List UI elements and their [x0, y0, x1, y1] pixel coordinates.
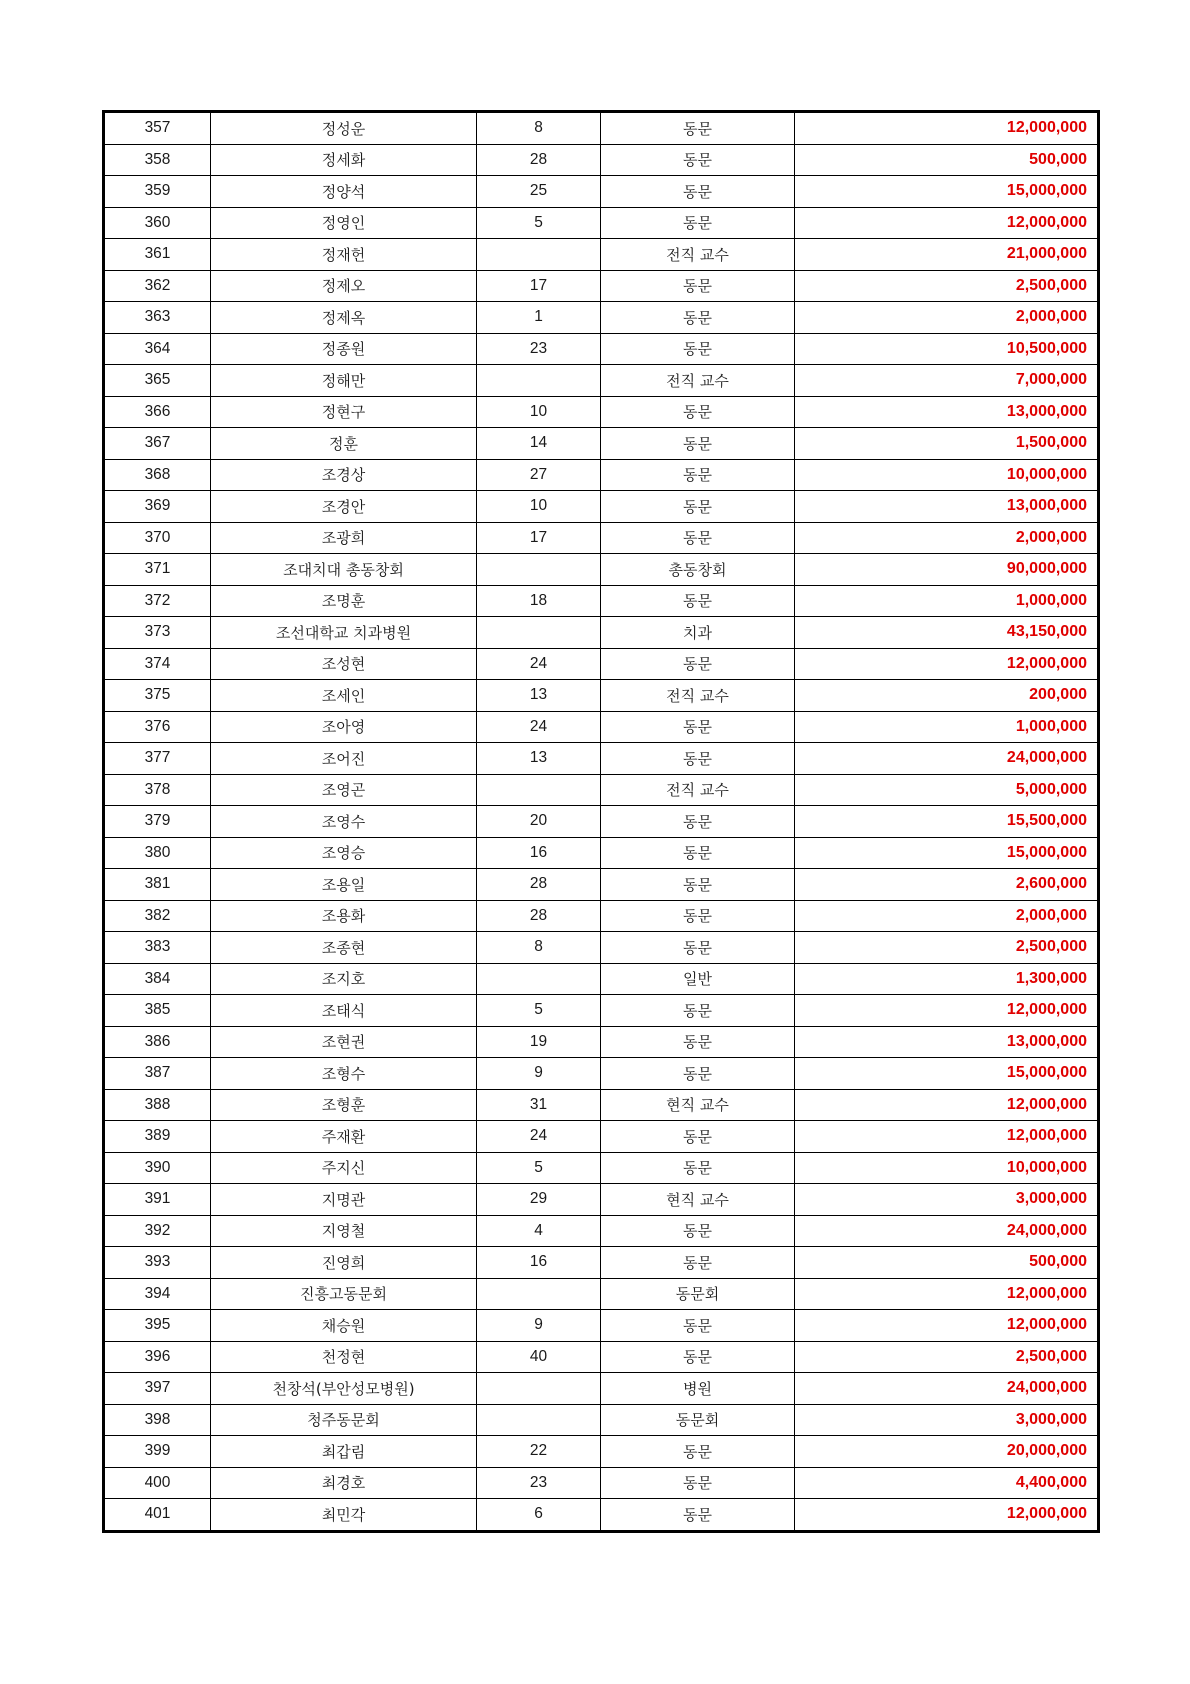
row-number-cell: 395	[104, 1310, 211, 1342]
generation-cell	[477, 1404, 601, 1436]
table-row	[104, 428, 1099, 460]
generation-cell: 40	[477, 1341, 601, 1373]
table-row	[104, 806, 1099, 838]
table-row	[104, 302, 1099, 334]
category-cell: 동문	[601, 932, 795, 964]
donor-name-cell: 진영희	[211, 1247, 477, 1279]
donation-amount-cell: 3,000,000	[795, 1404, 1099, 1436]
row-number-cell: 385	[104, 995, 211, 1027]
donor-name-cell: 천정현	[211, 1341, 477, 1373]
donor-table	[102, 110, 1100, 1533]
table-row	[104, 1184, 1099, 1216]
donor-name-cell: 천창석(부안성모병원)	[211, 1373, 477, 1405]
donation-amount-cell: 1,300,000	[795, 963, 1099, 995]
row-number-cell: 377	[104, 743, 211, 775]
category-cell: 동문	[601, 585, 795, 617]
row-number-cell: 388	[104, 1089, 211, 1121]
category-cell: 동문	[601, 1436, 795, 1468]
donor-table-body	[104, 112, 1099, 1532]
category-cell: 동문	[601, 711, 795, 743]
table-row	[104, 270, 1099, 302]
category-cell: 동문	[601, 491, 795, 523]
category-cell: 동문	[601, 522, 795, 554]
donation-amount-cell: 200,000	[795, 680, 1099, 712]
table-row	[104, 648, 1099, 680]
donor-name-cell: 정성운	[211, 112, 477, 145]
generation-cell: 1	[477, 302, 601, 334]
table-row	[104, 1121, 1099, 1153]
table-row	[104, 333, 1099, 365]
table-row	[104, 112, 1099, 145]
row-number-cell: 383	[104, 932, 211, 964]
generation-cell	[477, 1278, 601, 1310]
generation-cell: 16	[477, 837, 601, 869]
donor-name-cell: 조영승	[211, 837, 477, 869]
table-row	[104, 396, 1099, 428]
generation-cell: 13	[477, 743, 601, 775]
row-number-cell: 381	[104, 869, 211, 901]
row-number-cell: 396	[104, 1341, 211, 1373]
category-cell: 동문	[601, 1310, 795, 1342]
table-row	[104, 1341, 1099, 1373]
donation-amount-cell: 20,000,000	[795, 1436, 1099, 1468]
category-cell: 동문	[601, 1467, 795, 1499]
category-cell: 동문	[601, 207, 795, 239]
generation-cell: 28	[477, 144, 601, 176]
generation-cell: 22	[477, 1436, 601, 1468]
donation-amount-cell: 7,000,000	[795, 365, 1099, 397]
donor-name-cell: 조아영	[211, 711, 477, 743]
category-cell: 동문	[601, 837, 795, 869]
table-row	[104, 774, 1099, 806]
category-cell: 동문	[601, 1341, 795, 1373]
generation-cell: 5	[477, 1152, 601, 1184]
donation-amount-cell: 15,500,000	[795, 806, 1099, 838]
row-number-cell: 382	[104, 900, 211, 932]
row-number-cell: 393	[104, 1247, 211, 1279]
generation-cell	[477, 554, 601, 586]
table-row	[104, 144, 1099, 176]
donation-amount-cell: 5,000,000	[795, 774, 1099, 806]
category-cell: 전직 교수	[601, 365, 795, 397]
table-row	[104, 1026, 1099, 1058]
generation-cell	[477, 239, 601, 271]
generation-cell	[477, 963, 601, 995]
category-cell: 현직 교수	[601, 1184, 795, 1216]
table-row	[104, 711, 1099, 743]
row-number-cell: 375	[104, 680, 211, 712]
table-row	[104, 617, 1099, 649]
category-cell: 동문회	[601, 1278, 795, 1310]
donor-name-cell: 조종현	[211, 932, 477, 964]
donor-name-cell: 지명관	[211, 1184, 477, 1216]
table-row	[104, 1404, 1099, 1436]
table-row	[104, 365, 1099, 397]
category-cell: 동문	[601, 806, 795, 838]
table-row	[104, 1089, 1099, 1121]
donation-amount-cell: 500,000	[795, 144, 1099, 176]
donor-name-cell: 조광희	[211, 522, 477, 554]
donor-name-cell: 채승원	[211, 1310, 477, 1342]
donor-name-cell: 조현권	[211, 1026, 477, 1058]
row-number-cell: 372	[104, 585, 211, 617]
generation-cell: 9	[477, 1310, 601, 1342]
row-number-cell: 390	[104, 1152, 211, 1184]
category-cell: 병원	[601, 1373, 795, 1405]
donor-name-cell: 최민각	[211, 1499, 477, 1532]
category-cell: 동문	[601, 869, 795, 901]
category-cell: 동문	[601, 1026, 795, 1058]
donor-name-cell: 정제옥	[211, 302, 477, 334]
table-row	[104, 1310, 1099, 1342]
donation-amount-cell: 10,000,000	[795, 459, 1099, 491]
donation-amount-cell: 2,500,000	[795, 270, 1099, 302]
generation-cell: 10	[477, 491, 601, 523]
generation-cell: 17	[477, 270, 601, 302]
category-cell: 동문	[601, 1152, 795, 1184]
table-row	[104, 1247, 1099, 1279]
generation-cell: 8	[477, 932, 601, 964]
donation-amount-cell: 12,000,000	[795, 1499, 1099, 1532]
category-cell: 동문	[601, 995, 795, 1027]
row-number-cell: 374	[104, 648, 211, 680]
donor-name-cell: 정세화	[211, 144, 477, 176]
generation-cell: 24	[477, 1121, 601, 1153]
category-cell: 동문	[601, 302, 795, 334]
category-cell: 동문	[601, 743, 795, 775]
donor-name-cell: 조어진	[211, 743, 477, 775]
category-cell: 동문	[601, 112, 795, 145]
donation-amount-cell: 10,000,000	[795, 1152, 1099, 1184]
donation-amount-cell: 24,000,000	[795, 1215, 1099, 1247]
donor-name-cell: 정훈	[211, 428, 477, 460]
table-row	[104, 459, 1099, 491]
generation-cell	[477, 1373, 601, 1405]
donor-name-cell: 조용일	[211, 869, 477, 901]
donation-amount-cell: 21,000,000	[795, 239, 1099, 271]
generation-cell: 9	[477, 1058, 601, 1090]
generation-cell: 10	[477, 396, 601, 428]
donor-name-cell: 조태식	[211, 995, 477, 1027]
donor-name-cell: 조영곤	[211, 774, 477, 806]
category-cell: 동문	[601, 333, 795, 365]
generation-cell: 4	[477, 1215, 601, 1247]
generation-cell: 31	[477, 1089, 601, 1121]
donation-amount-cell: 1,000,000	[795, 585, 1099, 617]
donor-name-cell: 조명훈	[211, 585, 477, 617]
row-number-cell: 358	[104, 144, 211, 176]
donor-name-cell: 조경상	[211, 459, 477, 491]
generation-cell: 24	[477, 711, 601, 743]
table-row	[104, 680, 1099, 712]
table-row	[104, 932, 1099, 964]
donor-name-cell: 청주동문회	[211, 1404, 477, 1436]
donation-amount-cell: 2,000,000	[795, 302, 1099, 334]
generation-cell: 29	[477, 1184, 601, 1216]
donor-name-cell: 주지신	[211, 1152, 477, 1184]
row-number-cell: 401	[104, 1499, 211, 1532]
row-number-cell: 366	[104, 396, 211, 428]
category-cell: 동문	[601, 1499, 795, 1532]
donation-amount-cell: 13,000,000	[795, 396, 1099, 428]
category-cell: 전직 교수	[601, 239, 795, 271]
row-number-cell: 373	[104, 617, 211, 649]
row-number-cell: 400	[104, 1467, 211, 1499]
generation-cell: 20	[477, 806, 601, 838]
table-row	[104, 239, 1099, 271]
donation-amount-cell: 2,000,000	[795, 900, 1099, 932]
table-row	[104, 869, 1099, 901]
donor-name-cell: 조형훈	[211, 1089, 477, 1121]
category-cell: 동문	[601, 459, 795, 491]
donor-name-cell: 조경안	[211, 491, 477, 523]
donor-name-cell: 조선대학교 치과병원	[211, 617, 477, 649]
donor-name-cell: 정재헌	[211, 239, 477, 271]
donation-amount-cell: 12,000,000	[795, 1089, 1099, 1121]
donor-name-cell: 정현구	[211, 396, 477, 428]
row-number-cell: 378	[104, 774, 211, 806]
category-cell: 총동창회	[601, 554, 795, 586]
row-number-cell: 369	[104, 491, 211, 523]
donation-amount-cell: 24,000,000	[795, 743, 1099, 775]
table-row	[104, 1499, 1099, 1532]
category-cell: 동문	[601, 1247, 795, 1279]
generation-cell: 8	[477, 112, 601, 145]
generation-cell: 25	[477, 176, 601, 208]
donation-amount-cell: 24,000,000	[795, 1373, 1099, 1405]
donor-name-cell: 진흥고동문회	[211, 1278, 477, 1310]
donor-name-cell: 조세인	[211, 680, 477, 712]
donation-amount-cell: 13,000,000	[795, 1026, 1099, 1058]
donation-amount-cell: 12,000,000	[795, 1121, 1099, 1153]
generation-cell: 28	[477, 900, 601, 932]
category-cell: 동문	[601, 270, 795, 302]
table-row	[104, 207, 1099, 239]
table-row	[104, 743, 1099, 775]
generation-cell: 23	[477, 1467, 601, 1499]
row-number-cell: 365	[104, 365, 211, 397]
donor-name-cell: 최갑림	[211, 1436, 477, 1468]
row-number-cell: 370	[104, 522, 211, 554]
table-row	[104, 837, 1099, 869]
category-cell: 동문	[601, 428, 795, 460]
category-cell: 동문	[601, 648, 795, 680]
table-row	[104, 900, 1099, 932]
donation-amount-cell: 2,500,000	[795, 1341, 1099, 1373]
donation-amount-cell: 3,000,000	[795, 1184, 1099, 1216]
donation-amount-cell: 12,000,000	[795, 207, 1099, 239]
generation-cell: 18	[477, 585, 601, 617]
donation-amount-cell: 15,000,000	[795, 837, 1099, 869]
row-number-cell: 397	[104, 1373, 211, 1405]
row-number-cell: 357	[104, 112, 211, 145]
table-row	[104, 1058, 1099, 1090]
donor-name-cell: 조대치대 총동창회	[211, 554, 477, 586]
category-cell: 치과	[601, 617, 795, 649]
category-cell: 동문	[601, 144, 795, 176]
row-number-cell: 398	[104, 1404, 211, 1436]
category-cell: 동문	[601, 1215, 795, 1247]
donor-name-cell: 조영수	[211, 806, 477, 838]
generation-cell: 13	[477, 680, 601, 712]
generation-cell	[477, 365, 601, 397]
donor-name-cell: 정양석	[211, 176, 477, 208]
table-row	[104, 1373, 1099, 1405]
row-number-cell: 360	[104, 207, 211, 239]
row-number-cell: 380	[104, 837, 211, 869]
donation-amount-cell: 2,500,000	[795, 932, 1099, 964]
donor-name-cell: 조지호	[211, 963, 477, 995]
donation-amount-cell: 4,400,000	[795, 1467, 1099, 1499]
donor-name-cell: 정영인	[211, 207, 477, 239]
donation-amount-cell: 90,000,000	[795, 554, 1099, 586]
donation-amount-cell: 1,000,000	[795, 711, 1099, 743]
generation-cell: 19	[477, 1026, 601, 1058]
row-number-cell: 371	[104, 554, 211, 586]
row-number-cell: 394	[104, 1278, 211, 1310]
category-cell: 동문회	[601, 1404, 795, 1436]
donation-amount-cell: 12,000,000	[795, 1278, 1099, 1310]
table-row	[104, 554, 1099, 586]
table-row	[104, 522, 1099, 554]
donor-name-cell: 정종원	[211, 333, 477, 365]
generation-cell: 14	[477, 428, 601, 460]
category-cell: 현직 교수	[601, 1089, 795, 1121]
row-number-cell: 362	[104, 270, 211, 302]
donation-amount-cell: 2,600,000	[795, 869, 1099, 901]
table-row	[104, 1152, 1099, 1184]
row-number-cell: 384	[104, 963, 211, 995]
donation-amount-cell: 2,000,000	[795, 522, 1099, 554]
category-cell: 동문	[601, 396, 795, 428]
donor-name-cell: 최경호	[211, 1467, 477, 1499]
donor-name-cell: 정해만	[211, 365, 477, 397]
row-number-cell: 386	[104, 1026, 211, 1058]
donation-amount-cell: 12,000,000	[795, 1310, 1099, 1342]
row-number-cell: 368	[104, 459, 211, 491]
donor-name-cell: 정제오	[211, 270, 477, 302]
table-row	[104, 491, 1099, 523]
row-number-cell: 389	[104, 1121, 211, 1153]
category-cell: 동문	[601, 1121, 795, 1153]
donor-name-cell: 조형수	[211, 1058, 477, 1090]
category-cell: 전직 교수	[601, 680, 795, 712]
table-row	[104, 1436, 1099, 1468]
generation-cell: 23	[477, 333, 601, 365]
generation-cell: 17	[477, 522, 601, 554]
row-number-cell: 363	[104, 302, 211, 334]
generation-cell: 5	[477, 207, 601, 239]
donation-amount-cell: 12,000,000	[795, 995, 1099, 1027]
donor-name-cell: 조성현	[211, 648, 477, 680]
donor-name-cell: 지영철	[211, 1215, 477, 1247]
table-row	[104, 995, 1099, 1027]
table-row	[104, 1215, 1099, 1247]
generation-cell: 16	[477, 1247, 601, 1279]
donor-name-cell: 주재환	[211, 1121, 477, 1153]
table-row	[104, 1278, 1099, 1310]
generation-cell: 6	[477, 1499, 601, 1532]
category-cell: 동문	[601, 900, 795, 932]
generation-cell	[477, 617, 601, 649]
row-number-cell: 399	[104, 1436, 211, 1468]
donation-amount-cell: 13,000,000	[795, 491, 1099, 523]
donation-amount-cell: 12,000,000	[795, 648, 1099, 680]
generation-cell	[477, 774, 601, 806]
generation-cell: 27	[477, 459, 601, 491]
donor-name-cell: 조용화	[211, 900, 477, 932]
donation-amount-cell: 12,000,000	[795, 112, 1099, 145]
generation-cell: 5	[477, 995, 601, 1027]
category-cell: 동문	[601, 176, 795, 208]
donation-amount-cell: 10,500,000	[795, 333, 1099, 365]
donation-amount-cell: 15,000,000	[795, 176, 1099, 208]
donation-amount-cell: 500,000	[795, 1247, 1099, 1279]
row-number-cell: 391	[104, 1184, 211, 1216]
donation-amount-cell: 43,150,000	[795, 617, 1099, 649]
category-cell: 동문	[601, 1058, 795, 1090]
row-number-cell: 392	[104, 1215, 211, 1247]
category-cell: 전직 교수	[601, 774, 795, 806]
generation-cell: 24	[477, 648, 601, 680]
row-number-cell: 364	[104, 333, 211, 365]
row-number-cell: 367	[104, 428, 211, 460]
row-number-cell: 359	[104, 176, 211, 208]
category-cell: 일반	[601, 963, 795, 995]
donation-amount-cell: 15,000,000	[795, 1058, 1099, 1090]
row-number-cell: 361	[104, 239, 211, 271]
table-row	[104, 1467, 1099, 1499]
row-number-cell: 387	[104, 1058, 211, 1090]
table-row	[104, 585, 1099, 617]
row-number-cell: 376	[104, 711, 211, 743]
table-row	[104, 963, 1099, 995]
generation-cell: 28	[477, 869, 601, 901]
donation-amount-cell: 1,500,000	[795, 428, 1099, 460]
row-number-cell: 379	[104, 806, 211, 838]
table-row	[104, 176, 1099, 208]
